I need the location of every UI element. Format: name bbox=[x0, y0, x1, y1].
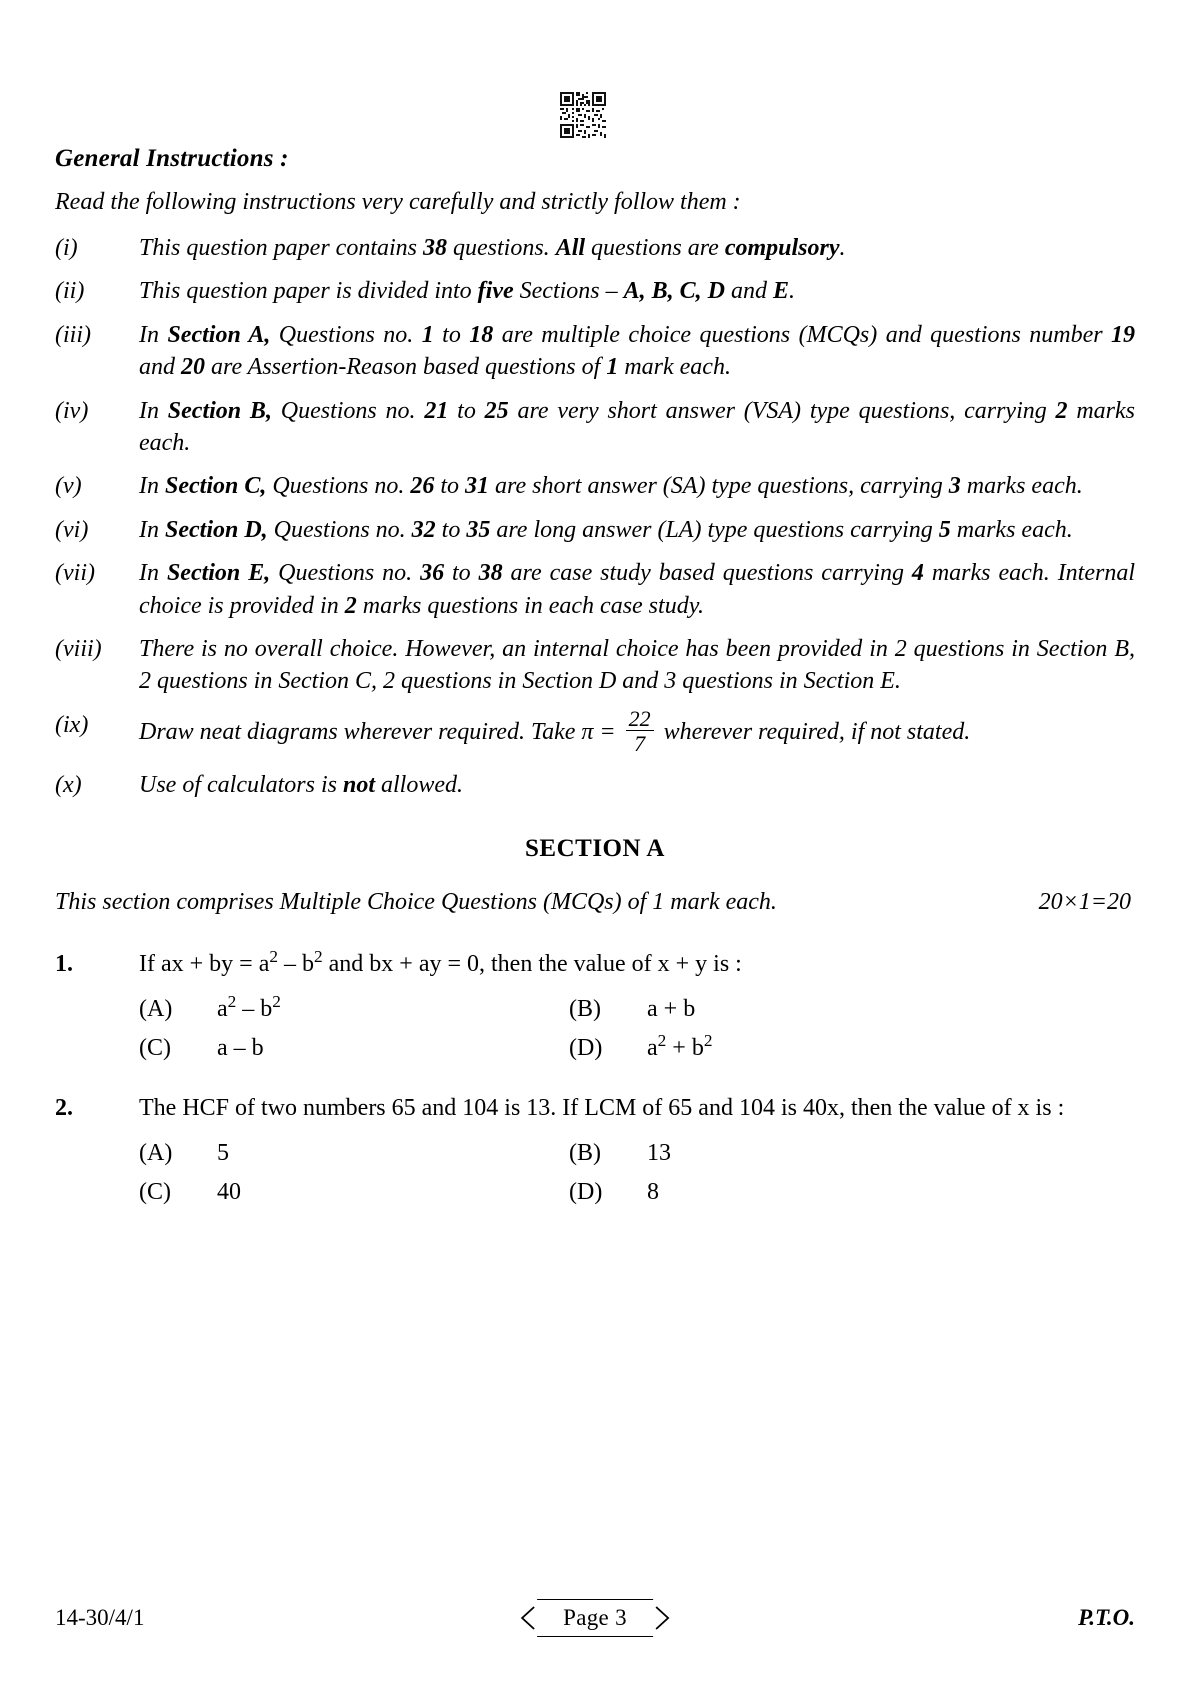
option-value: 40 bbox=[217, 1179, 241, 1206]
option-label: (C) bbox=[139, 1035, 171, 1062]
page-number-label: Page 3 bbox=[537, 1599, 653, 1637]
chevron-left-icon bbox=[519, 1605, 537, 1631]
instruction-item bbox=[55, 232, 1135, 264]
question-text: The HCF of two numbers 65 and 104 is 13. If LCM of 65 and 104 is 40x, then the value of x is : bbox=[139, 1095, 1065, 1122]
instruction-item bbox=[55, 633, 1135, 698]
question-number: 1. bbox=[55, 951, 73, 978]
instruction-number: (ix) bbox=[55, 711, 89, 738]
option-item[interactable] bbox=[569, 1031, 713, 1062]
instruction-number: (vi) bbox=[55, 516, 89, 543]
general-instructions-lead: Read the following instructions very carefully and strictly follow them : bbox=[55, 189, 741, 215]
document-body bbox=[55, 145, 1135, 1234]
section-a-description bbox=[55, 889, 1135, 916]
option-list bbox=[55, 1140, 1135, 1206]
instruction-text: In Section E, Questions no. 36 to 38 are case study based questions carrying 4 marks each. Internal choice is provided in 2 marks questions in each case study. bbox=[139, 560, 1136, 619]
option-value: 8 bbox=[647, 1179, 659, 1206]
instruction-text: In Section D, Questions no. 32 to 35 are long answer (LA) type questions carrying 5 marks each. bbox=[139, 516, 1073, 543]
instruction-item bbox=[55, 319, 1135, 384]
question-text: If ax + by = $a^2 - b^2$ and bx + ay = 0, then the value of x + y is : bbox=[139, 947, 742, 978]
option-label: (A) bbox=[139, 996, 173, 1023]
instruction-text: In Section C, Questions no. 26 to 31 are short answer (SA) type questions, carrying 3 marks each. bbox=[139, 473, 1083, 500]
option-label: (B) bbox=[569, 1140, 601, 1167]
instruction-text: This question paper is divided into five Sections – A, B, C, D and E. bbox=[139, 278, 795, 305]
chevron-right-icon bbox=[653, 1605, 671, 1631]
section-a-description-text: This section comprises Multiple Choice Questions (MCQs) of 1 mark each. bbox=[55, 889, 777, 916]
instruction-text: In Section B, Questions no. 21 to 25 are very short answer (VSA) type questions, carrying 2 marks each. bbox=[139, 397, 1136, 456]
option-label: (A) bbox=[139, 1140, 173, 1167]
option-label: (B) bbox=[569, 996, 601, 1023]
option-label: (C) bbox=[139, 1179, 171, 1206]
instruction-item bbox=[55, 395, 1135, 460]
instruction-item bbox=[55, 470, 1135, 502]
option-item[interactable] bbox=[139, 992, 569, 1023]
instruction-item bbox=[55, 769, 1135, 801]
instruction-number: (iv) bbox=[55, 397, 89, 424]
instruction-text: This question paper contains 38 questions. All questions are compulsory. bbox=[139, 235, 846, 261]
question-row bbox=[55, 1090, 1135, 1126]
instruction-item bbox=[55, 514, 1135, 546]
instruction-text: There is no overall choice. However, an internal choice has been provided in 2 questions in Section B, 2 questions in Section C, 2 questions in Section D and 3 questions in Section E. bbox=[139, 635, 1135, 695]
section-a-heading: SECTION A bbox=[525, 835, 665, 863]
instruction-number: (v) bbox=[55, 473, 82, 500]
instruction-number: (i) bbox=[55, 235, 78, 261]
qr-code-icon bbox=[560, 92, 606, 138]
instruction-text: In Section A, Questions no. 1 to 18 are multiple choice questions (MCQs) and questions number 19 and 20 are Assertion-Reason based questions of 1 mark each. bbox=[139, 321, 1136, 381]
question-row bbox=[55, 946, 1135, 982]
option-value: 13 bbox=[647, 1140, 671, 1167]
instruction-number: (iii) bbox=[55, 321, 91, 348]
option-label: (D) bbox=[569, 1179, 603, 1206]
questions-list bbox=[55, 946, 1135, 1206]
question-number: 2. bbox=[55, 1095, 73, 1122]
option-value: a – b bbox=[217, 1035, 264, 1062]
instruction-number: (ii) bbox=[55, 278, 85, 305]
instruction-item bbox=[55, 275, 1135, 307]
instruction-text: Use of calculators is not allowed. bbox=[139, 772, 464, 799]
option-row bbox=[55, 1031, 1135, 1062]
option-row bbox=[55, 992, 1135, 1023]
instruction-item bbox=[55, 705, 1135, 758]
option-item[interactable] bbox=[569, 1140, 671, 1167]
option-item[interactable] bbox=[139, 1035, 569, 1062]
pto-label: P.T.O. bbox=[1078, 1605, 1135, 1630]
instructions-list bbox=[55, 232, 1135, 801]
instruction-number: (viii) bbox=[55, 635, 102, 662]
option-item[interactable] bbox=[139, 1140, 569, 1167]
section-a-marks: 20×1=20 bbox=[1038, 889, 1131, 916]
instruction-number: (vii) bbox=[55, 560, 95, 587]
option-row bbox=[55, 1140, 1135, 1167]
option-item[interactable] bbox=[569, 996, 695, 1023]
option-row bbox=[55, 1179, 1135, 1206]
option-value: $a^2 - b^2$ bbox=[217, 992, 281, 1023]
option-item[interactable] bbox=[139, 1179, 569, 1206]
general-instructions-title: General Instructions : bbox=[55, 145, 289, 172]
question-block bbox=[55, 946, 1135, 1062]
option-value: a + b bbox=[647, 996, 696, 1023]
instruction-number: (x) bbox=[55, 772, 82, 799]
option-value: 5 bbox=[217, 1140, 229, 1167]
question-block bbox=[55, 1090, 1135, 1206]
page-number-badge bbox=[519, 1599, 671, 1637]
page-footer bbox=[55, 1599, 1135, 1639]
option-list bbox=[55, 992, 1135, 1062]
option-label: (D) bbox=[569, 1035, 603, 1062]
instruction-item bbox=[55, 557, 1135, 622]
option-item[interactable] bbox=[569, 1179, 659, 1206]
paper-code: 14-30/4/1 bbox=[55, 1605, 145, 1630]
option-value: $a^2 + b^2$ bbox=[647, 1031, 713, 1062]
instruction-text: Draw neat diagrams wherever required. Take π = $\frac{22}{7}$ wherever required, if not stated. bbox=[139, 705, 971, 756]
